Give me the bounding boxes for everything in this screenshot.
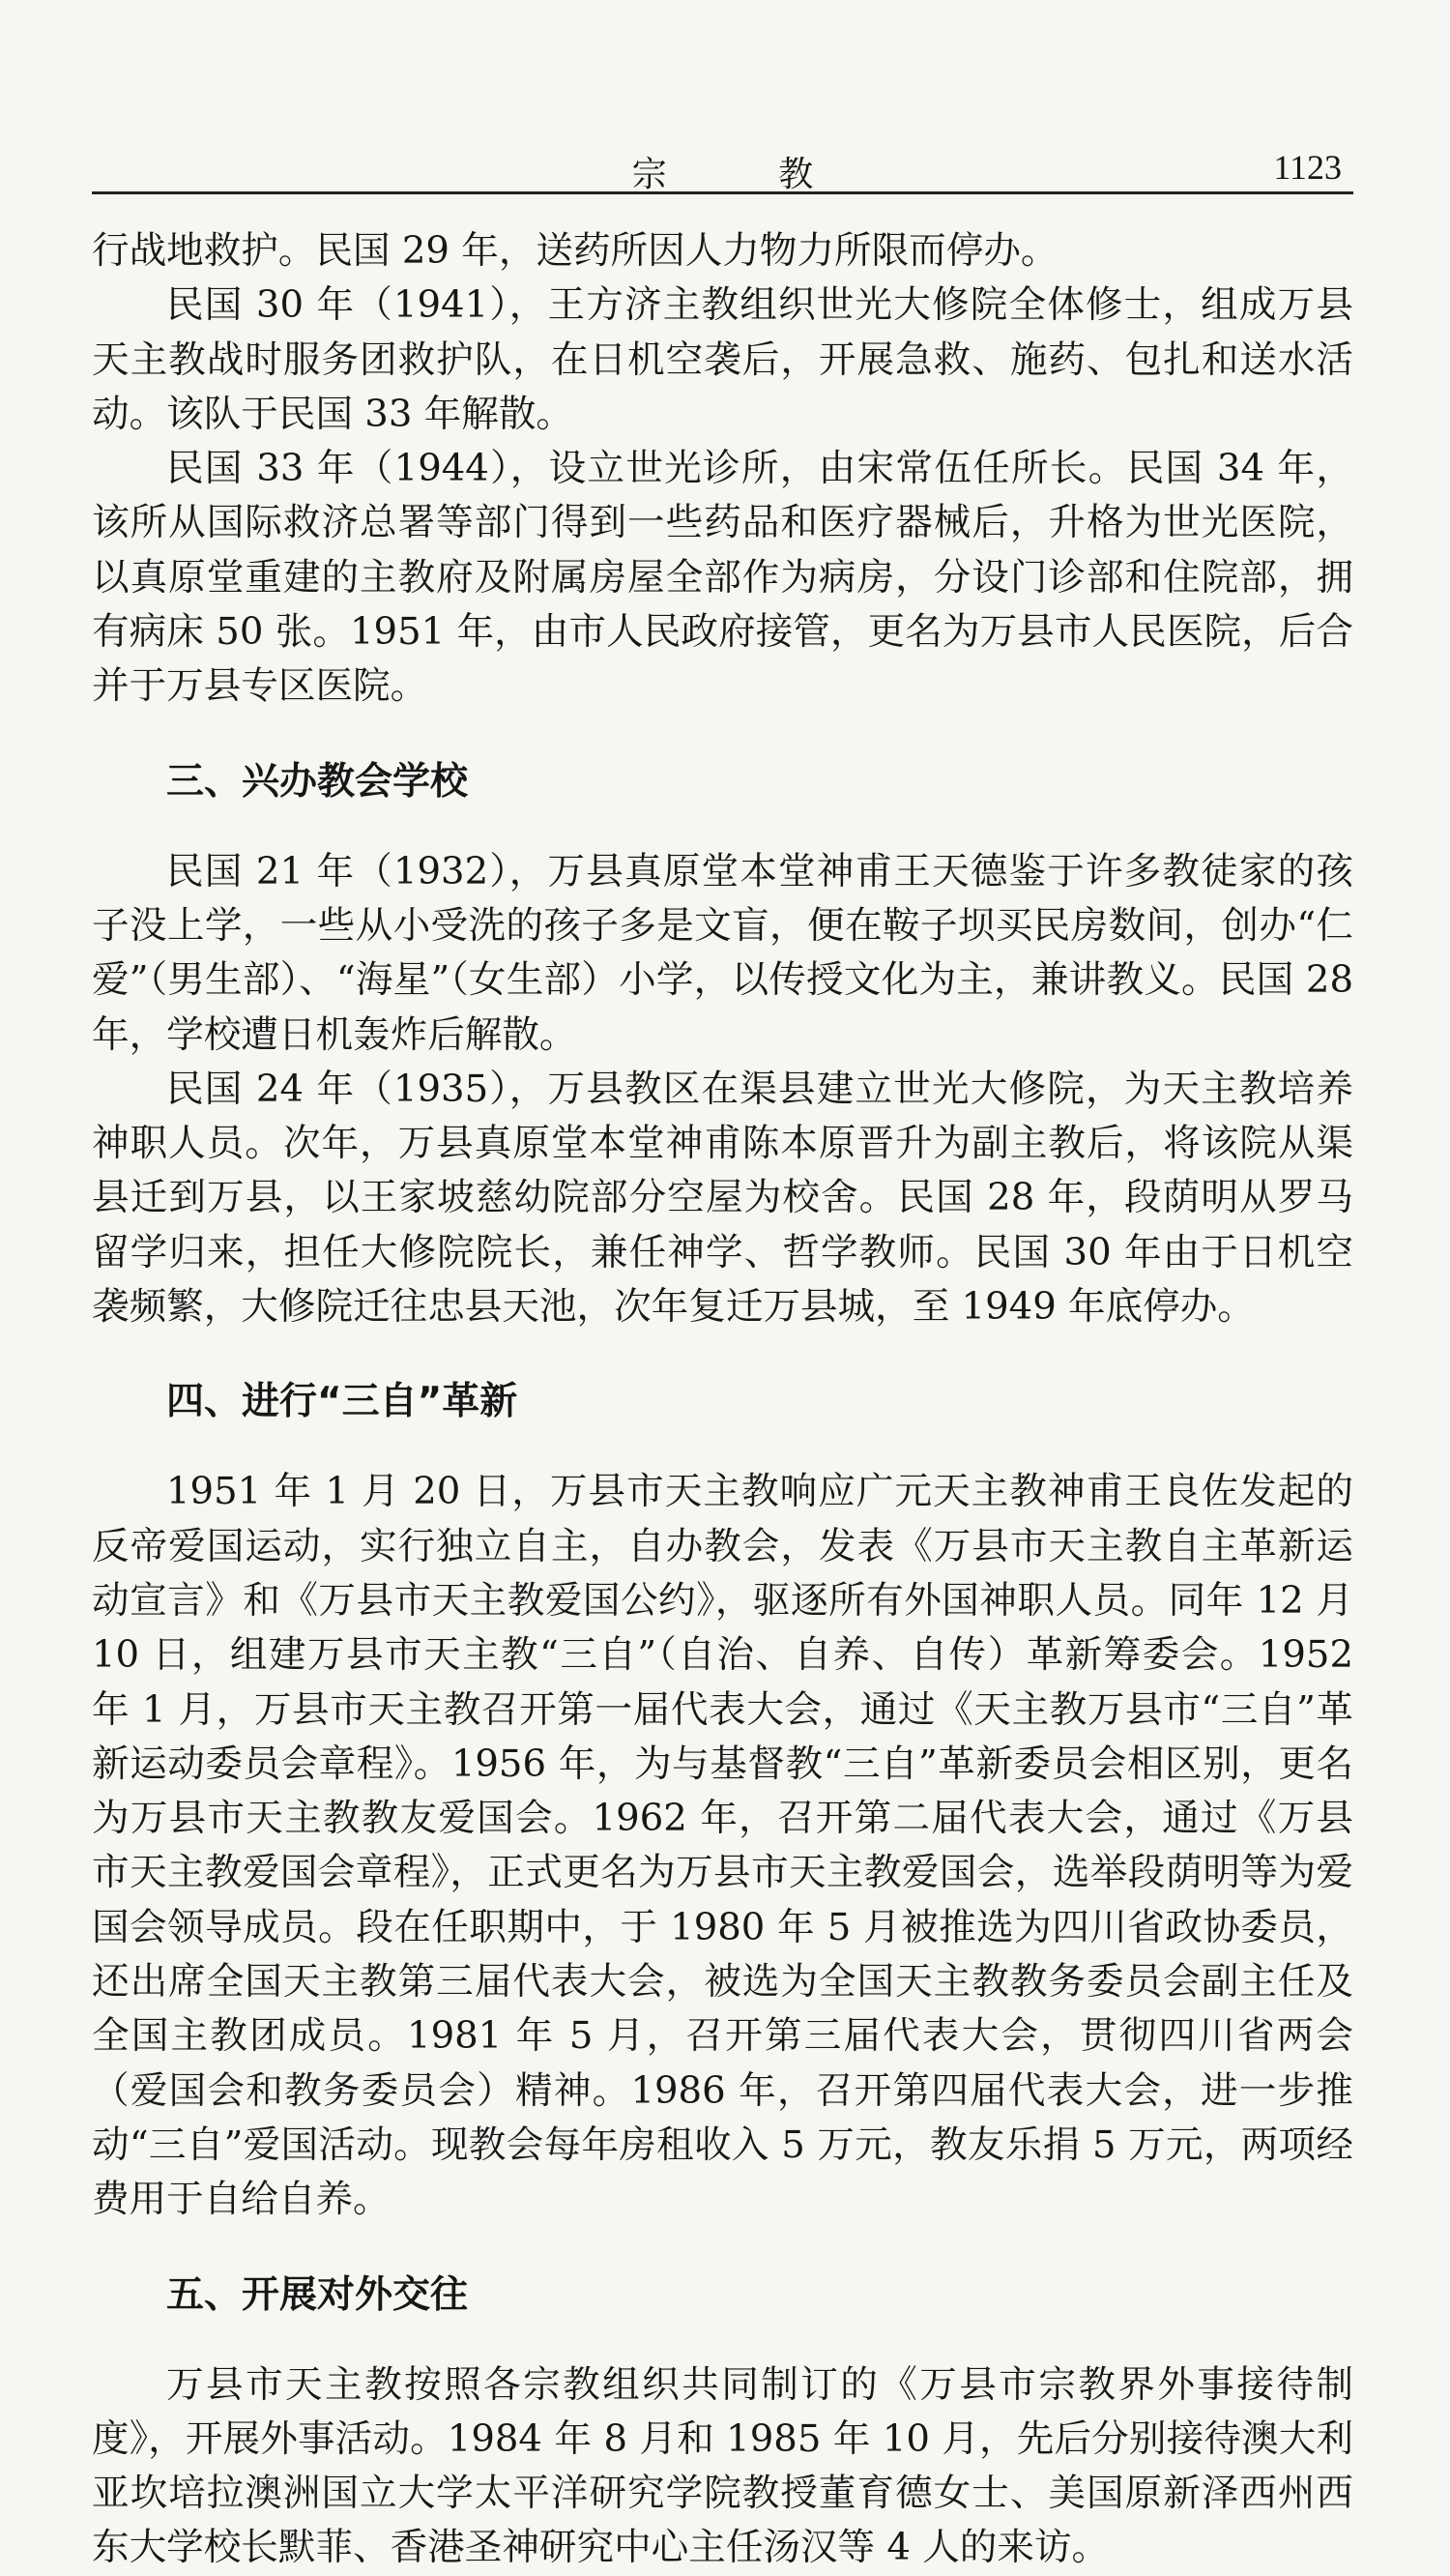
body-text (92, 224, 1353, 2576)
section-heading: 四、进行“三自”革新 (166, 1380, 518, 1424)
paragraph: 民国 30 年（1941），王方济主教组织世光大修院全体修士，组成万县天主教战时服务团救护队，在日机空袭后，开展急救、施药、包扎和送水活动。该队于民国 33 年解散。 (92, 283, 1353, 436)
paragraph: 行战地救护。民国 29 年，送药所因人力物力所限而停办。 (92, 229, 1058, 273)
paragraph: 民国 21 年（1932），万县真原堂本堂神甫王天德鉴于许多教徒家的孩子没上学，一些从小受洗的孩子多是文盲，便在鞍子坝买民房数间，创办“仁爱”（男生部）、“海星”（女生部）小学，以传授文化为主，兼讲教义。民国 28 年，学校遭日机轰炸后解散。 (92, 849, 1353, 1057)
section-heading: 三、兴办教会学校 (166, 759, 469, 804)
paragraph: 民国 24 年（1935），万县教区在渠县建立世光大修院，为天主教培养神职人员。次年，万县真原堂本堂神甫陈本原晋升为副主教后，将该院从渠县迁到万县，以王家坡慈幼院部分空屋为校舍。民国 28 年，段荫明从罗马留学归来，担任大修院院长，兼任神学、哲学教师。民国 30 年由于日机空袭频繁，大修院迁往忠县天池，次年复迁万县城，至 1949 年底停办。 (92, 1067, 1353, 1330)
running-header (92, 133, 1353, 194)
chapter-title: 宗 教 (631, 155, 864, 194)
paragraph: 万县市天主教按照各宗教组织共同制订的《万县市宗教界外事接待制度》，开展外事活动。1984 年 8 月和 1985 年 10 月，先后分别接待澳大利亚坎培拉澳洲国立大学太平洋研究学院教授董育德女士、美国原新泽西州西东大学校长默菲、香港圣神研究中心主任汤汉等 4 人的来访。 (92, 2362, 1353, 2570)
page-number: 1123 (1273, 148, 1342, 187)
section-heading: 五、开展对外交往 (166, 2272, 469, 2317)
paragraph: 民国 33 年（1944），设立世光诊所，由宋常伍任所长。民国 34 年，该所从国际救济总署等部门得到一些药品和医疗器械后，升格为世光医院，以真原堂重建的主教府及附属房屋全部作为病房，分设门诊部和住院部，拥有病床 50 张。1951 年，由市人民政府接管，更名为万县市人民医院，后合并于万县专区医院。 (92, 447, 1353, 709)
paragraph: 1951 年 1 月 20 日，万县市天主教响应广元天主教神甫王良佐发起的反帝爱国运动，实行独立自主，自办教会，发表《万县市天主教自主革新运动宣言》和《万县市天主教爱国公约》，驱逐所有外国神职人员。同年 12 月 10 日，组建万县市天主教“三自”（自治、自养、自传）革新筹委会。1952 年 1 月，万县市天主教召开第一届代表大会，通过《天主教万县市“三自”革新运动委员会章程》。1956 年，为与基督教“三自”革新委员会相区别，更名为万县市天主教教友爱国会。1962 年，召开第二届代表大会，通过《万县市天主教爱国会章程》，正式更名为万县市天主教爱国会，选举段荫明等为爱国会领导成员。段在任职期中，于 1980 年 5 月被推选为四川省政协委员，还出席全国天主教第三届代表大会，被选为全国天主教教务委员会副主任及全国主教团成员。1981 年 5 月，召开第三届代表大会，贯彻四川省两会（爱国会和教务委员会）精神。1986 年，召开第四届代表大会，进一步推动“三自”爱国活动。现教会每年房租收入 5 万元，教友乐捐 5 万元，两项经费用于自给自养。 (92, 1470, 1353, 2222)
